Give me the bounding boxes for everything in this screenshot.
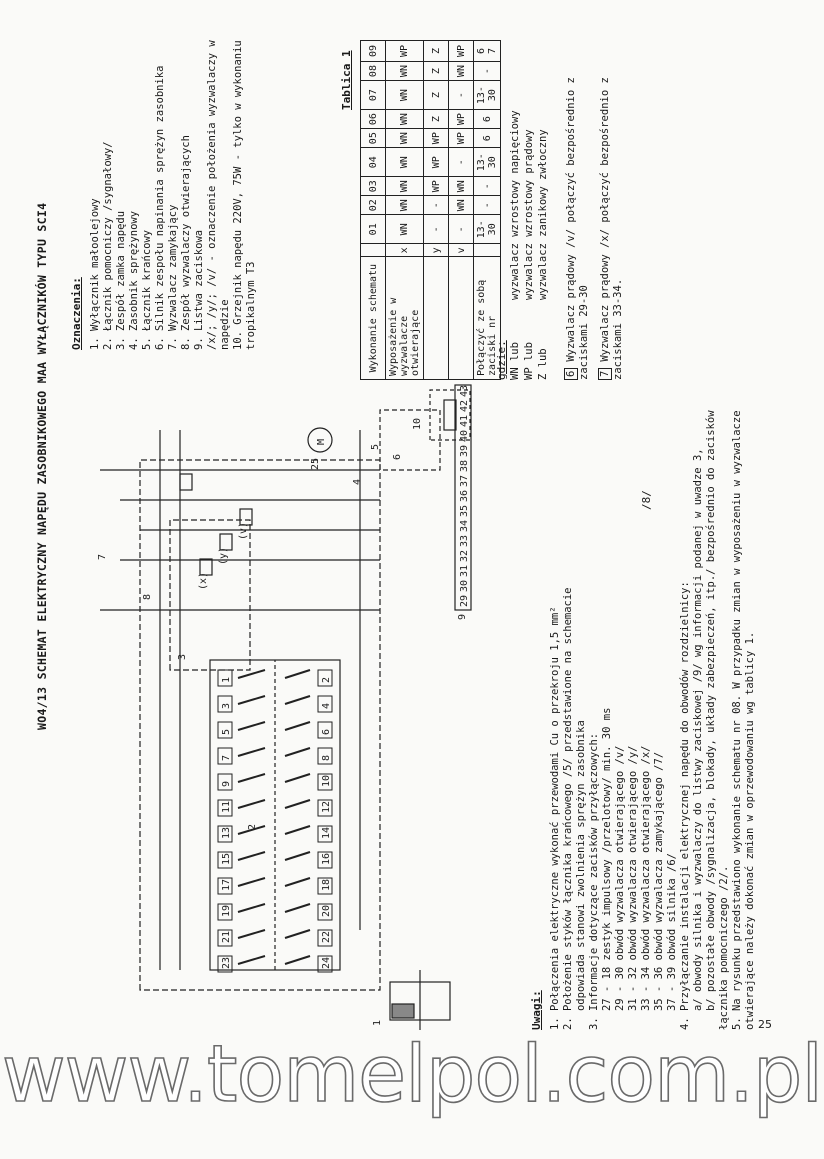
diagram-label: (y) bbox=[218, 546, 229, 565]
terminal-label: 11 bbox=[221, 800, 232, 813]
contact-stroke bbox=[238, 930, 265, 938]
table-cell: WN bbox=[386, 148, 424, 177]
remark-line: 1. Połączenia elektryczne wykonać przewodami Cu o przekroju 1,5 mm² bbox=[549, 606, 561, 1030]
contact-stroke bbox=[238, 748, 265, 756]
remark-line: 37 - 39 obwód silnika /6/ bbox=[666, 852, 678, 1030]
table-cell: - bbox=[449, 148, 474, 177]
contact-stroke bbox=[285, 722, 310, 730]
table-cell: 6 7 bbox=[474, 41, 501, 62]
contact-stroke bbox=[238, 670, 265, 678]
diagram-label: 7 bbox=[97, 553, 108, 560]
table-cell: Z bbox=[424, 62, 449, 81]
strip-terminal-label: 43 bbox=[459, 384, 470, 397]
remark-line: 2. Położenie styków łącznika krańcowego /5/ przedstawione na schemacie bbox=[562, 587, 574, 1030]
table-cell: WN bbox=[449, 62, 474, 81]
contact-stroke bbox=[238, 878, 265, 886]
legend-heading: Oznaczenia: bbox=[70, 277, 83, 350]
legend-item: 4. Zasobnik sprężynowy bbox=[128, 210, 140, 350]
remarks-heading: Uwagi: bbox=[530, 990, 543, 1030]
remark-line: 29 - 30 obwód wyzwalacza otwierającego /v/ bbox=[614, 745, 626, 1030]
diagram-label: 5 bbox=[370, 443, 381, 450]
table-header-row bbox=[361, 41, 386, 380]
terminal-25-label: 25 bbox=[310, 457, 321, 470]
remark-line: 31 - 32 obwód wyzwalacza otwierającego /y/ bbox=[627, 745, 639, 1030]
table-row bbox=[424, 41, 449, 380]
table-caption: Tablica 1 bbox=[340, 50, 353, 110]
strip-terminal-label: 32 bbox=[459, 549, 470, 562]
table-cell: - bbox=[449, 81, 474, 110]
remarks-side-note: /8/ bbox=[640, 490, 653, 510]
contact-stroke bbox=[238, 722, 265, 730]
legend bbox=[70, 40, 257, 350]
strip-terminal-label: 37 bbox=[459, 474, 470, 487]
contact-stroke bbox=[238, 696, 265, 704]
terminal-label: 15 bbox=[221, 852, 232, 865]
page-number: 25 bbox=[758, 1018, 772, 1031]
terminal-label: 9 bbox=[221, 780, 232, 787]
wiring-diagram bbox=[60, 380, 480, 1030]
legend-item: 3. Zespół zamka napędu bbox=[115, 210, 127, 350]
terminal-label: 13 bbox=[221, 826, 232, 839]
contact-stroke bbox=[285, 852, 310, 860]
table-cell: Z bbox=[424, 41, 449, 62]
table-header-cell: 01 bbox=[361, 215, 386, 244]
table-cell: WN bbox=[449, 196, 474, 215]
terminal-label: 14 bbox=[321, 826, 332, 839]
terminal-label: 18 bbox=[321, 878, 332, 891]
gdzie-note bbox=[598, 40, 624, 380]
terminal-label: 20 bbox=[321, 904, 332, 917]
contact-stroke bbox=[238, 852, 265, 860]
gdzie-block bbox=[495, 40, 632, 380]
watermark: www.tomelpol.com.pl bbox=[1, 1030, 823, 1120]
rotated-sheet bbox=[30, 30, 790, 1070]
table-cell: WN bbox=[386, 177, 424, 196]
terminal-label: 24 bbox=[321, 956, 332, 969]
diagram-label: 10 bbox=[412, 417, 423, 430]
contact-stroke bbox=[285, 748, 310, 756]
legend-item: 9. Listwa zaciskowa bbox=[193, 229, 205, 350]
remark-line: 4. Przyłączanie instalacji elektrycznej napędu do obwodów rozdzielnicy: bbox=[679, 581, 691, 1030]
table-cell: - bbox=[474, 196, 501, 215]
table-cell: x bbox=[386, 244, 424, 257]
table-cell: WP bbox=[449, 129, 474, 148]
gdzie-item bbox=[522, 40, 536, 380]
contact-stroke bbox=[238, 774, 265, 782]
strip-terminal-label: 40 bbox=[459, 429, 470, 442]
strip-terminal-label: 41 bbox=[459, 414, 470, 427]
legend-item: /x/; /y/; /v/ - oznaczenie położenia wyzwalaczy w napędzie bbox=[206, 40, 231, 350]
contact-stroke bbox=[285, 800, 310, 808]
terminal-label: 2 bbox=[321, 676, 332, 683]
gdzie-desc: wyzwalacz zanikowy zwłoczny bbox=[537, 129, 549, 300]
table-cell: WP bbox=[424, 177, 449, 196]
contact-stroke bbox=[285, 696, 310, 704]
diagram-label: 1 bbox=[372, 1019, 383, 1026]
terminal-label: 8 bbox=[321, 754, 332, 761]
gdzie-note bbox=[564, 40, 590, 380]
note-number: 7 bbox=[598, 368, 612, 380]
table-cell: WN bbox=[386, 110, 424, 129]
table-cell: WN bbox=[386, 62, 424, 81]
table-cell: - bbox=[474, 62, 501, 81]
terminal-label: 10 bbox=[321, 774, 332, 787]
legend-item: 5. Łącznik krańcowy bbox=[141, 229, 153, 350]
gdzie-item bbox=[536, 40, 550, 380]
diagram-label: (v) bbox=[238, 521, 249, 540]
remark-line: b/ pozostałe obwody /sygnalizacja, blokady, układy zabezpieczeń, itp./ bezpośrednio do zacisków łącznika pomocniczego /2/. bbox=[705, 404, 730, 1030]
table-header-cell: 08 bbox=[361, 62, 386, 81]
terminal-label: 7 bbox=[221, 754, 232, 761]
table-cell: - bbox=[424, 215, 449, 244]
table-cell: Z bbox=[424, 81, 449, 110]
terminal-label: 16 bbox=[321, 852, 332, 865]
table-row bbox=[449, 41, 474, 380]
table-cell: WP bbox=[449, 41, 474, 62]
terminal-label: 23 bbox=[221, 956, 232, 969]
diagram-label: 2 bbox=[247, 823, 258, 830]
legend-item: 1. Wyłącznik małoolejowy bbox=[89, 198, 101, 350]
strip-terminal-label: 39 bbox=[459, 444, 470, 457]
table-cell: 6 bbox=[474, 110, 501, 129]
table-cell: - bbox=[424, 196, 449, 215]
contact-stroke bbox=[238, 904, 265, 912]
strip-terminal-label: 38 bbox=[459, 459, 470, 472]
table-cell: WP bbox=[424, 148, 449, 177]
contact-stroke bbox=[285, 670, 310, 678]
table-cell: - bbox=[474, 177, 501, 196]
contact-stroke bbox=[285, 930, 310, 938]
gdzie-item bbox=[508, 40, 522, 380]
table-header-cell: 03 bbox=[361, 177, 386, 196]
legend-item: 6. Silnik zespołu napinania sprężyn zasobnika bbox=[154, 65, 166, 350]
table-cell: 6 bbox=[474, 129, 501, 148]
gdzie-code: WN lub bbox=[509, 342, 521, 380]
page-title: WO4/13 SCHEMAT ELEKTRYCZNY NAPĘDU ZASOBNIKOWEGO MAA WYŁĄCZNIKÓW TYPU SCI4 bbox=[35, 202, 49, 730]
legend-item: 7. Wyzwalacz zamykający bbox=[167, 204, 179, 350]
gdzie-code: WP lub bbox=[523, 342, 535, 380]
table-cell: Połączyć ze sobą zaciski nr bbox=[474, 257, 501, 380]
table-cell bbox=[449, 257, 474, 380]
strip-terminal-label: 33 bbox=[459, 534, 470, 547]
gdzie-desc: wyzwalacz wzrostowy napięciowy bbox=[509, 110, 521, 300]
diagram-label: (x) bbox=[198, 571, 209, 590]
table-cell: WN bbox=[386, 81, 424, 110]
remarks bbox=[530, 390, 756, 1030]
diagram-label: 4 bbox=[352, 478, 363, 485]
gdzie-heading: gdzie: bbox=[495, 340, 508, 380]
diagram-label: M bbox=[316, 438, 327, 445]
remark-line: 33 - 34 obwód wyzwalacza otwierającego /x/ bbox=[640, 745, 652, 1030]
strip-terminal-label: 36 bbox=[459, 489, 470, 502]
contact-stroke bbox=[285, 774, 310, 782]
remark-line: a/ obwody silnika i wyzwalaczy do listwy zaciskowej /9/ wg informacji podanej w uwadze 3, bbox=[692, 448, 704, 1030]
terminal-label: 3 bbox=[221, 702, 232, 709]
table-header-cell: 02 bbox=[361, 196, 386, 215]
note-number: 6 bbox=[564, 368, 578, 380]
terminal-label: 17 bbox=[221, 878, 232, 891]
table-header-cell: 09 bbox=[361, 41, 386, 62]
strip-terminal-label: 31 bbox=[459, 564, 470, 577]
table-header-cell: 06 bbox=[361, 110, 386, 129]
legend-item: 8. Zespół wyzwalaczy otwierających bbox=[180, 135, 192, 350]
table-cell: 13-30 bbox=[474, 215, 501, 244]
legend-item: 10. Grzejnik napędu 220V, 75W - tylko w wykonaniu tropikalnym T3 bbox=[232, 40, 257, 350]
remark-line: 3. Informacje dotyczące zacisków przyłączowych: bbox=[588, 732, 600, 1030]
table-cell: Wyposażenie w wyzwalacze otwierające bbox=[386, 257, 424, 380]
terminal-label: 12 bbox=[321, 800, 332, 813]
diagram-label: 6 bbox=[392, 453, 403, 460]
table-cell: WN bbox=[386, 215, 424, 244]
table-header-cell bbox=[361, 244, 386, 257]
table-header-cell: Wykonanie schematu bbox=[361, 257, 386, 380]
table-cell: 13-30 bbox=[474, 148, 501, 177]
contact-stroke bbox=[238, 800, 265, 808]
diagram-label: 8 bbox=[142, 593, 153, 600]
gdzie-code: Z lub bbox=[537, 348, 549, 380]
table-cell: WP bbox=[386, 41, 424, 62]
strip-terminal-label: 30 bbox=[459, 579, 470, 592]
strip-terminal-label: 34 bbox=[459, 519, 470, 532]
table-cell: y bbox=[424, 244, 449, 257]
table-cell: - bbox=[449, 215, 474, 244]
remark-line: 27 - 18 zestyk impulsowy /przelotowy/ min. 30 ms bbox=[601, 707, 613, 1030]
strip-terminal-label: 29 bbox=[459, 594, 470, 607]
table-cell bbox=[424, 257, 449, 380]
gdzie-desc: wyzwalacz wzrostowy prądowy bbox=[523, 129, 535, 300]
table-cell: WP bbox=[424, 129, 449, 148]
contact-stroke bbox=[238, 956, 265, 964]
diagram-label: 3 bbox=[177, 653, 188, 660]
strip-terminal-label: 42 bbox=[459, 399, 470, 412]
contact-stroke bbox=[285, 878, 310, 886]
table-cell: v bbox=[449, 244, 474, 257]
terminal-label: 1 bbox=[221, 676, 232, 683]
table-row bbox=[386, 41, 424, 380]
remark-line: odpowiada stanowi zwolnienia sprężyn zasobnika bbox=[575, 720, 587, 1030]
table-cell: Z bbox=[424, 110, 449, 129]
table-cell: WN bbox=[386, 196, 424, 215]
table-cell: WP bbox=[449, 110, 474, 129]
contact-stroke bbox=[285, 904, 310, 912]
table-header-cell: 05 bbox=[361, 129, 386, 148]
terminal-label: 5 bbox=[221, 728, 232, 735]
diagram-label: 9 bbox=[457, 613, 468, 620]
note-text: Wyzwalacz prądowy /x/ połączyć bezpośrednio z zaciskami 33-34. bbox=[599, 77, 624, 380]
table-cell: 13-30 bbox=[474, 81, 501, 110]
legend-item: 2. Łącznik pomocniczy /sygnałowy/ bbox=[102, 141, 114, 350]
strip-terminal-label: 35 bbox=[459, 504, 470, 517]
terminal-label: 19 bbox=[221, 904, 232, 917]
remark-line: 35 - 36 obwód wyzwalacza zamykającego /7/ bbox=[653, 751, 665, 1030]
contact-stroke bbox=[285, 826, 310, 834]
terminal-label: 4 bbox=[321, 702, 332, 709]
table-header-cell: 04 bbox=[361, 148, 386, 177]
terminal-label: 21 bbox=[221, 930, 232, 943]
note-text: Wyzwalacz prądowy /v/ połączyć bezpośrednio z zaciskami 29-30 bbox=[565, 77, 590, 380]
contact-stroke bbox=[285, 956, 310, 964]
remark-line: 5. Na rysunku przedstawiono wykonanie schematu nr 08. W przypadku zmian w wyposażeniu w wyzwalacze otwierające należy dokonać zmian w oprzewodowaniu wg tablicy 1. bbox=[731, 404, 756, 1030]
terminal-label: 22 bbox=[321, 930, 332, 943]
table-header-cell: 07 bbox=[361, 81, 386, 110]
table-cell: WN bbox=[449, 177, 474, 196]
table-1 bbox=[360, 40, 501, 380]
terminal-label: 6 bbox=[321, 728, 332, 735]
table-cell: WN bbox=[386, 129, 424, 148]
